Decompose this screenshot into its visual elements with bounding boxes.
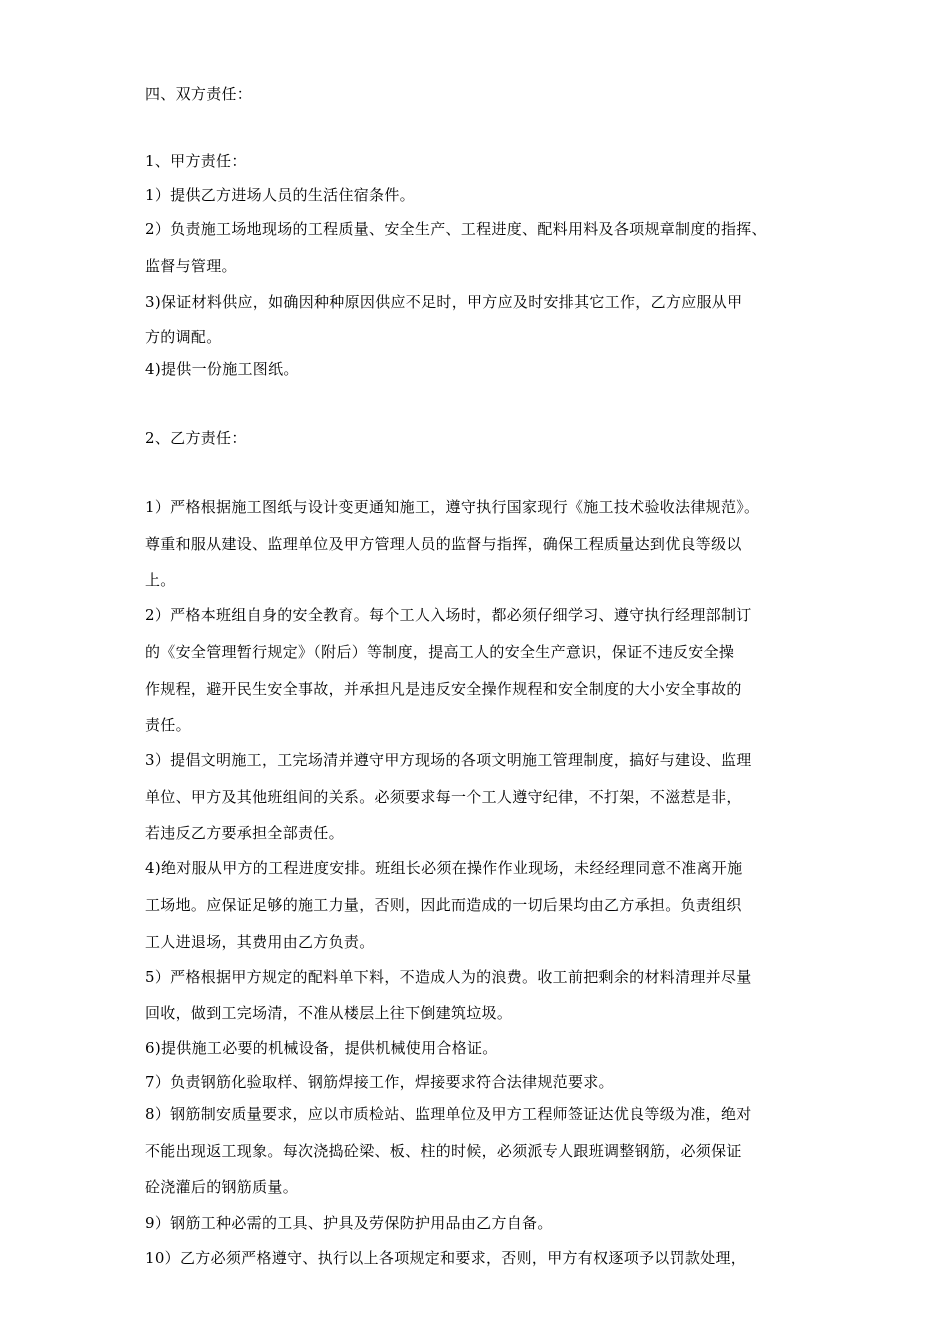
party-b-line: 1）严格根据施工图纸与设计变更通知施工，遵守执行国家现行《施工技术验收法律规范》。: [145, 498, 760, 516]
party-a-line: 4)提供一份施工图纸。: [145, 360, 299, 378]
party-b-line: 3）提倡文明施工，工完场清并遵守甲方现场的各项文明施工管理制度，搞好与建设、监理: [145, 751, 752, 769]
party-b-line: 单位、甲方及其他班组间的关系。必须要求每一个工人遵守纪律，不打架，不滋惹是非，: [145, 788, 742, 806]
party-a-heading: 1、甲方责任：: [145, 152, 247, 170]
party-b-line: 作规程，避开民生安全事故，并承担凡是违反安全操作规程和安全制度的大小安全事故的: [145, 680, 742, 698]
party-b-line: 工场地。应保证足够的施工力量，否则，因此而造成的一切后果均由乙方承担。负责组织: [145, 896, 742, 914]
party-b-line: 6)提供施工必要的机械设备，提供机械使用合格证。: [145, 1039, 498, 1057]
party-b-line: 不能出现返工现象。每次浇捣砼梁、板、柱的时候，必须派专人跟班调整钢筋，必须保证: [145, 1142, 742, 1160]
party-b-line: 7）负责钢筋化验取样、钢筋焊接工作，焊接要求符合法律规范要求。: [145, 1073, 614, 1091]
party-a-line: 方的调配。: [145, 328, 222, 346]
party-b-line: 尊重和服从建设、监理单位及甲方管理人员的监督与指挥，确保工程质量达到优良等级以: [145, 535, 742, 553]
party-a-line: 2）负责施工场地现场的工程质量、安全生产、工程进度、配料用料及各项规章制度的指挥、: [145, 220, 767, 238]
party-b-line: 回收，做到工完场清，不准从楼层上往下倒建筑垃圾。: [145, 1004, 513, 1022]
party-b-line: 9）钢筋工种必需的工具、护具及劳保防护用品由乙方自备。: [145, 1214, 553, 1232]
party-b-line: 5）严格根据甲方规定的配料单下料，不造成人为的浪费。收工前把剩余的材料清理并尽量: [145, 968, 752, 986]
party-b-line: 工人进退场，其费用由乙方负责。: [145, 933, 375, 951]
party-b-line: 10）乙方必须严格遵守、执行以上各项规定和要求，否则，甲方有权逐项予以罚款处理，: [145, 1249, 747, 1267]
party-b-line: 4)绝对服从甲方的工程进度安排。班组长必须在操作作业现场，未经经理同意不准离开施: [145, 859, 743, 877]
party-b-line: 砼浇灌后的钢筋质量。: [145, 1178, 299, 1196]
party-a-line: 1）提供乙方进场人员的生活住宿条件。: [145, 186, 415, 204]
party-b-line: 责任。: [145, 716, 191, 734]
party-b-line: 8）钢筋制安质量要求，应以市质检站、监理单位及甲方工程师签证达优良等级为准，绝对: [145, 1105, 752, 1123]
party-b-line: 的《安全管理暂行规定》（附后）等制度，提高工人的安全生产意识，保证不违反安全操: [145, 643, 735, 661]
party-b-line: 2）严格本班组自身的安全教育。每个工人入场时，都必须仔细学习、遵守执行经理部制订: [145, 606, 752, 624]
section-heading: 四、双方责任：: [145, 85, 253, 103]
party-b-line: 若违反乙方要承担全部责任。: [145, 824, 344, 842]
party-a-line: 监督与管理。: [145, 257, 237, 275]
party-b-line: 上。: [145, 571, 176, 589]
party-a-line: 3)保证材料供应，如确因种种原因供应不足时，甲方应及时安排其它工作，乙方应服从甲: [145, 293, 743, 311]
party-b-heading: 2、乙方责任：: [145, 429, 247, 447]
